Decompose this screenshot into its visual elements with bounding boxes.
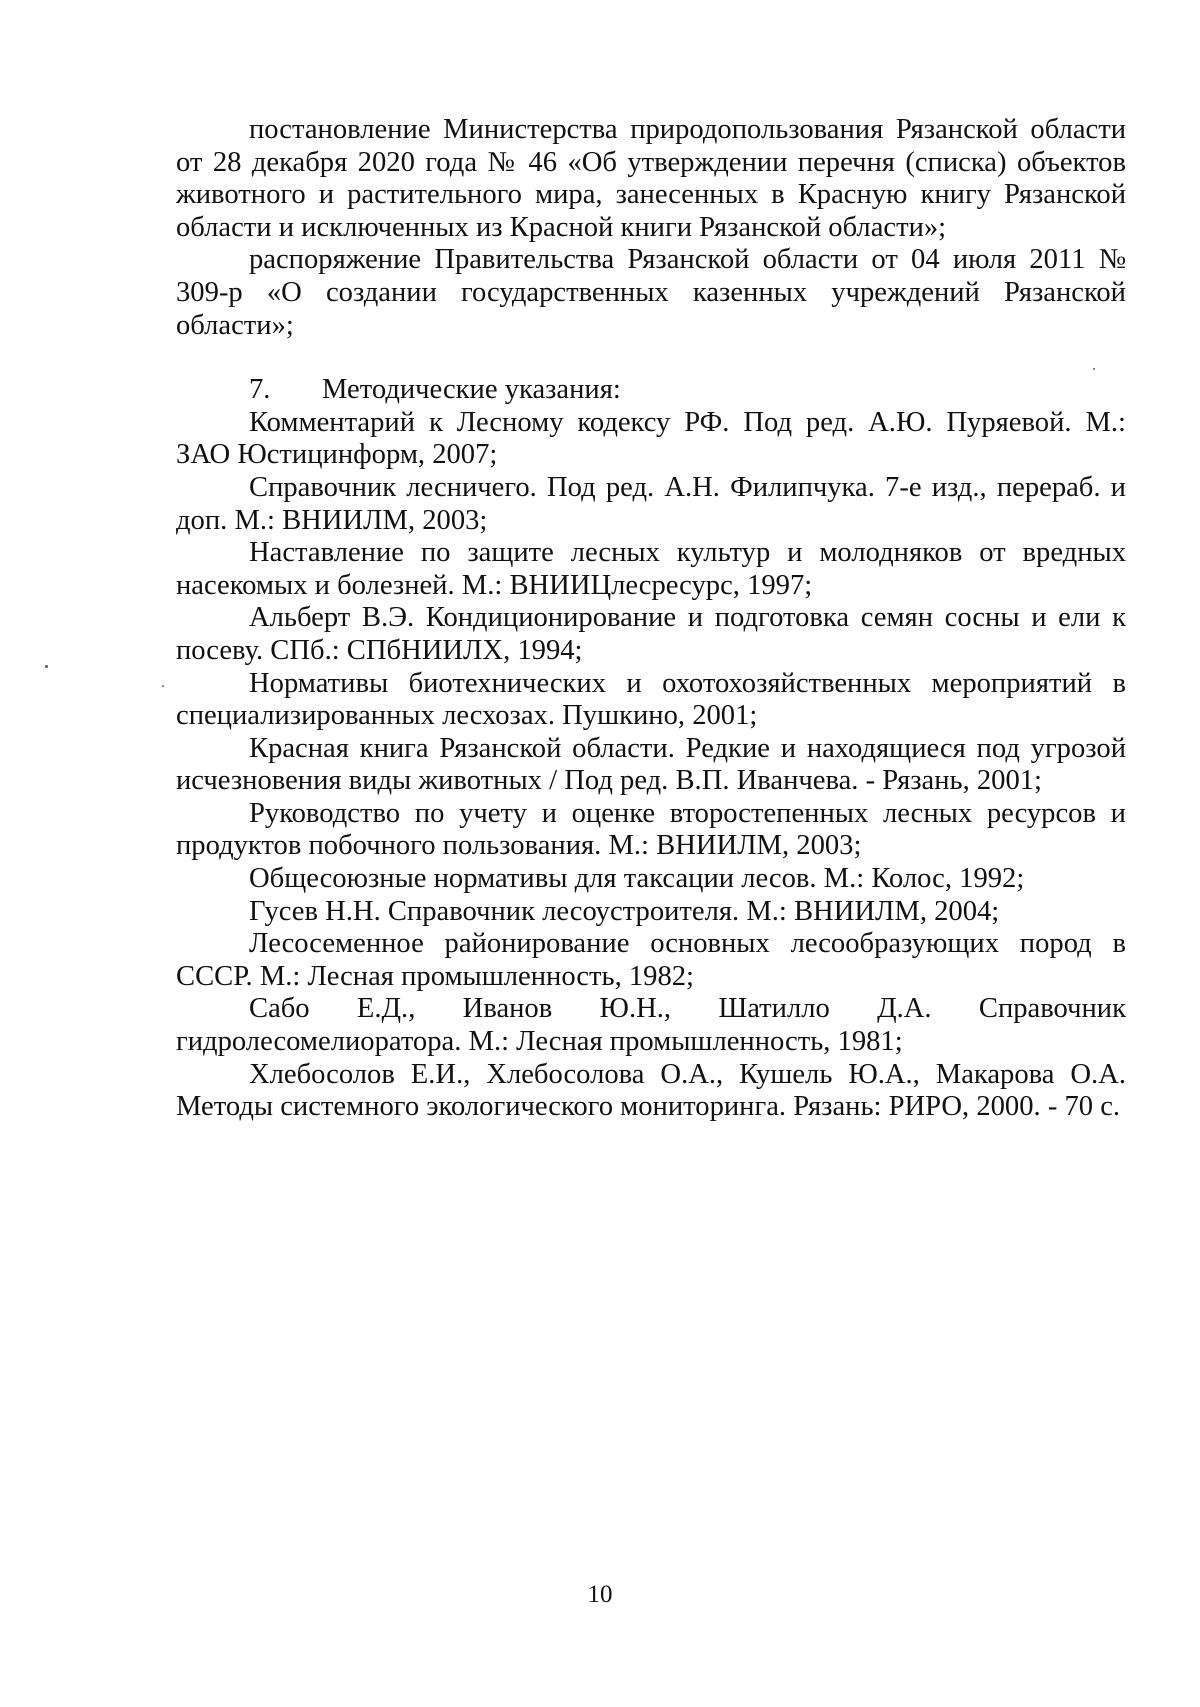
paragraph-order: распоряжение Правительства Рязанской области от 04 июля 2011 № 309-р «О создании государственных казенных учреждений Рязанской области»; bbox=[176, 244, 1126, 341]
scan-speck bbox=[1093, 368, 1095, 370]
reference-item: Справочник лесничего. Под ред. А.Н. Филипчука. 7-е изд., перераб. и доп. М.: ВНИИЛМ, 2003; bbox=[176, 471, 1126, 536]
section-heading bbox=[176, 374, 1126, 407]
reference-item: Нормативы биотехнических и охотохозяйственных мероприятий в специализированных лесхозах. Пушкино, 2001; bbox=[176, 667, 1126, 732]
reference-item: Комментарий к Лесному кодексу РФ. Под ред. А.Ю. Пуряевой. М.: ЗАО Юстицинформ, 2007; bbox=[176, 406, 1126, 471]
document-body bbox=[176, 114, 1126, 1124]
paragraph-spacer bbox=[176, 342, 1126, 374]
page-number: 10 bbox=[587, 1581, 613, 1608]
reference-item: Общесоюзные нормативы для таксации лесов. М.: Колос, 1992; bbox=[249, 863, 1025, 895]
scan-speck bbox=[45, 665, 48, 668]
reference-item: Лесосеменное районирование основных лесообразующих пород в СССР. М.: Лесная промышленность, 1982; bbox=[176, 928, 1126, 992]
reference-item: Сабо Е.Д., Иванов Ю.Н., Шатилло Д.А. Справочник гидролесомелиоратора. М.: Лесная промышленность, 1981; bbox=[176, 993, 1126, 1058]
section-number: 7. bbox=[249, 374, 271, 406]
section-title: Методические указания: bbox=[322, 374, 621, 406]
reference-item: Хлебосолов Е.И., Хлебосолова О.А., Кушель Ю.А., Макарова О.А. Методы системного экологического мониторинга. Рязань: РИРО, 2000. - 70 с. bbox=[176, 1058, 1126, 1123]
reference-item: Руководство по учету и оценке второстепенных лесных ресурсов и продуктов побочного пользования. М.: ВНИИЛМ, 2003; bbox=[176, 797, 1126, 862]
reference-item: Красная книга Рязанской области. Редкие и находящиеся под угрозой исчезновения виды животных / Под ред. В.П. Иванчева. - Рязань, 2001; bbox=[176, 732, 1126, 797]
reference-item: Альберт В.Э. Кондиционирование и подготовка семян сосны и ели к посеву. СПб.: СПбНИИЛХ, 1994; bbox=[176, 602, 1126, 666]
reference-item: Гусев Н.Н. Справочник лесоустроителя. М.: ВНИИЛМ, 2004; bbox=[249, 895, 1000, 927]
paragraph-regulation: постановление Министерства природопользования Рязанской области от 28 декабря 2020 года № 46 «Об утверждении перечня (списка) объектов животного и растительного мира, занесенных в Красную книгу Рязанской области и исключенных из Красной книги Рязанской области»; bbox=[176, 114, 1126, 243]
scan-speck bbox=[162, 685, 164, 687]
reference-item: Наставление по защите лесных культур и молодняков от вредных насекомых и болезней. М.: ВНИИЦлесресурс, 1997; bbox=[176, 537, 1126, 601]
